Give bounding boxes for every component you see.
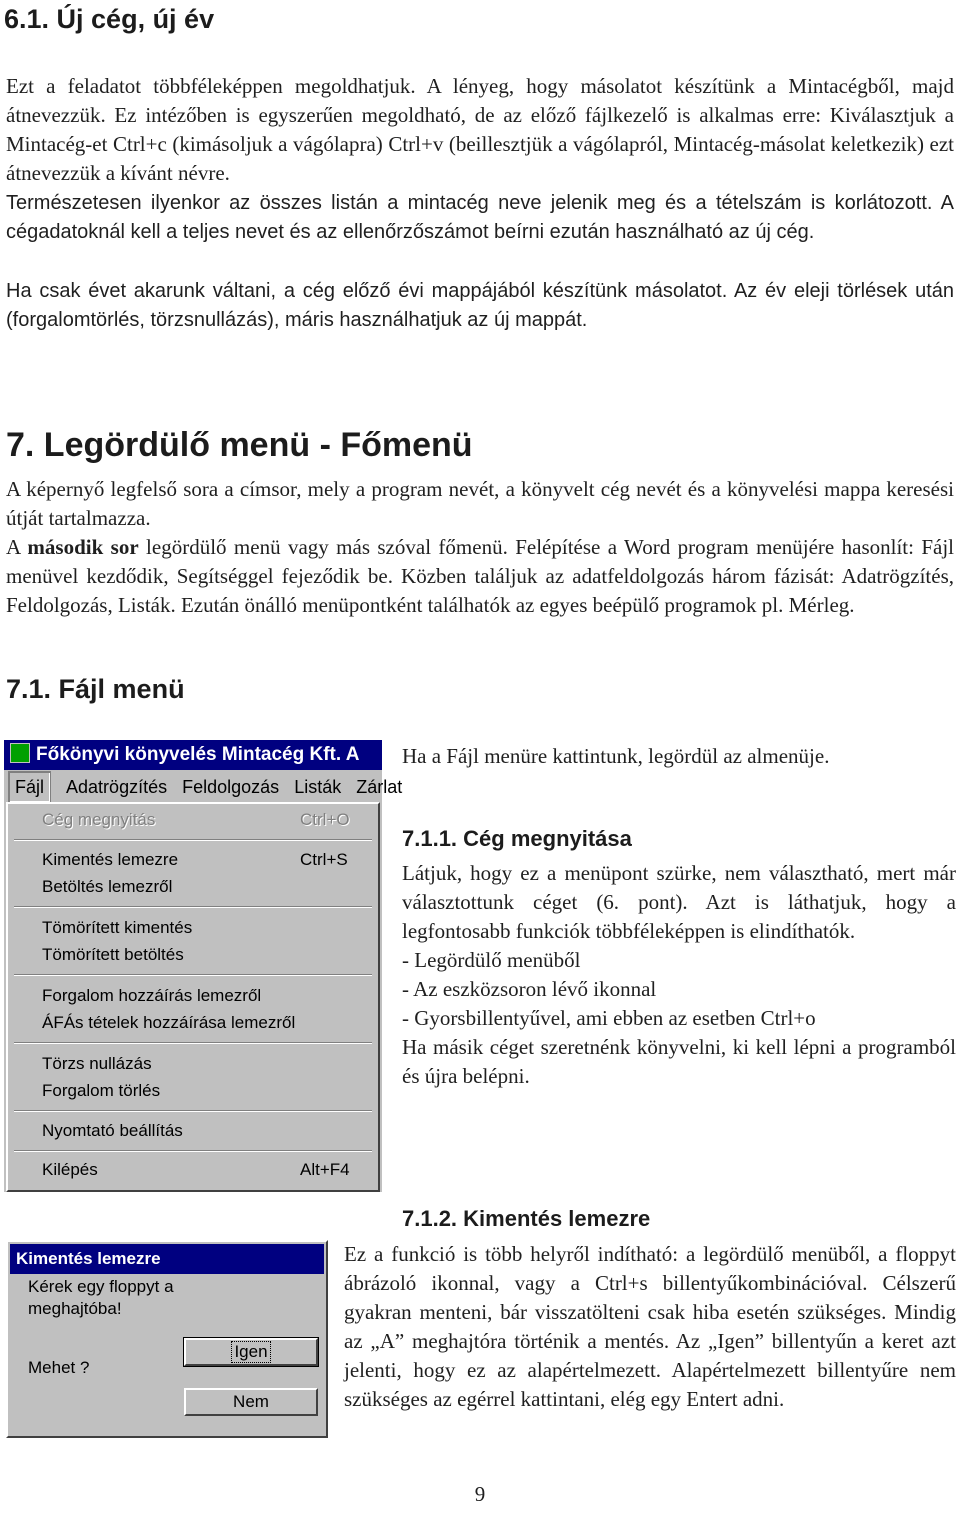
menu-lists[interactable]: Listák [294, 777, 342, 797]
section-6-1-body-2 [6, 189, 954, 247]
shortcut-ctrl-s: Ctrl+S [300, 850, 348, 869]
paragraph: Ha másik céget szeretnénk könyvelni, ki kell lépni a programból és újra belépni. [402, 1035, 956, 1088]
dialog-message-line: meghajtóba! [28, 1299, 122, 1318]
dialog-message-line: Kérek egy floppyt a [28, 1277, 174, 1296]
list-item: - Az eszközsoron lévő ikonnal [402, 977, 657, 1001]
no-button-label: Nem [233, 1392, 269, 1411]
heading-7: 7. Legördülő menü - Főmenü [6, 426, 473, 464]
heading-7-1: 7.1. Fájl menü [6, 674, 185, 704]
text: legördülő menü vagy más szóval főmenü. Felépítése a Word program menüjére hasonlít: Fájl menüvel kezdődik, Segítséggel fejeződik be. Közben találjuk az adatfeldolgozás három fázisát: Adatrögzítés, Feldolgozás, Listák. Ezután önálló menüpontként találhatók az egyes beépülő programok pl. Mérleg. [6, 535, 955, 617]
menu-separator [14, 1042, 372, 1044]
shortcut-ctrl-o: Ctrl+O [300, 810, 350, 829]
menu-separator [14, 1110, 372, 1112]
list-item: - Gyorsbillentyűvel, ami ebben az esetben Ctrl+o [402, 1006, 816, 1030]
heading-6-1: 6.1. Új cég, új év [4, 4, 215, 34]
section-7-body [6, 475, 954, 620]
section-6-1-body-3 [6, 277, 954, 335]
save-dialog-screenshot [6, 1240, 328, 1438]
menu-item-reset-master[interactable]: Törzs nullázás [42, 1054, 152, 1073]
heading-7-1-1: 7.1.1. Cég megnyitása [402, 826, 632, 851]
bold-text: második sor [27, 535, 139, 559]
menu-item-save-to-disk[interactable]: Kimentés lemezre [42, 850, 179, 869]
menu-item-printer-setup[interactable]: Nyomtató beállítás [42, 1121, 183, 1140]
menu-item-open-company[interactable]: Cég megnyitás [42, 810, 156, 829]
menu-file[interactable]: Fájl [8, 771, 51, 803]
paragraph [6, 533, 954, 620]
menu-item-append-transactions[interactable]: Forgalom hozzáírás lemezről [42, 986, 262, 1005]
paragraph: Természetesen ilyenkor az összes listán a mintacég neve jelenik meg és a tételszám is korlátozott. A cégadatoknál kell a teljes nevet és az ellenőrzőszámot beírni ezután használható az új cég. [6, 192, 954, 243]
menu-separator [14, 974, 372, 976]
file-menu-screenshot [4, 740, 403, 1192]
menu-item-compressed-save[interactable]: Tömörített kimentés [42, 918, 193, 937]
yes-button-label: Igen [231, 1341, 270, 1363]
paragraph: Látjuk, hogy ez a menüpont szürke, nem választható, mert már választottunk céget (6. pont). Azt is láthatjuk, hogy a legfontosabb funkciók többféleképpen is elindíthatók. [402, 861, 956, 943]
menu-item-delete-transactions[interactable]: Forgalom törlés [42, 1081, 161, 1100]
list-item: - Legördülő menüből [402, 948, 581, 972]
menu-processing[interactable]: Feldolgozás [182, 777, 280, 797]
text: A [6, 535, 28, 559]
menu-data-entry[interactable]: Adatrögzítés [66, 777, 168, 797]
menu-separator [14, 906, 372, 908]
paragraph: A képernyő legfelső sora a címsor, mely a program nevét, a könyvelt cég nevét és a könyvelési mappa keresési útját tartalmazza. [6, 477, 954, 530]
yes-button[interactable] [184, 1338, 318, 1366]
menu-closing[interactable]: Zárlat [356, 777, 403, 797]
section-7-1-2-body [344, 1240, 956, 1414]
dialog-titlebar: Kimentés lemezre [10, 1244, 324, 1274]
heading-7-1-2: 7.1.2. Kimentés lemezre [402, 1206, 651, 1231]
file-menu-intro: Ha a Fájl menüre kattintunk, legördül az almenüje. [402, 744, 830, 768]
menu-item-load-from-disk[interactable]: Betöltés lemezről [42, 877, 173, 896]
page-number: 9 [474, 1482, 486, 1506]
paragraph: Ha csak évet akarunk váltani, a cég előző évi mappájából készítünk másolatot. Az év eleji törlések után (forgalomtörlés, törzsnullázás), máris használhatjuk az új mappát. [6, 280, 954, 331]
dialog-question: Mehet ? [28, 1358, 90, 1377]
menu-bar [4, 771, 403, 801]
section-7-1-1-body [402, 859, 956, 1091]
menu-item-compressed-load[interactable]: Tömörített betöltés [42, 945, 184, 964]
window-titlebar [4, 740, 382, 770]
paragraph: Ezt a feladatot többféleképpen megoldhatjuk. A lényeg, hogy másolatot készítünk a Mintacégből, majd átnevezzük. Ez intézőben is egyszerűen megoldható, de az előző fájlkezelő is alkalmas erre: Kiválasztjuk a Mintacég-et Ctrl+c (kimásoljuk a vágólapra) Ctrl+v (beillesztjük a vágólapról, Mintacég-másolat keletkezik) ezt átnevezzük a kívánt névre. [6, 74, 954, 185]
menu-separator [14, 1150, 372, 1152]
paragraph: Ez a funkció is több helyről indítható: a legördülő menüből, a floppyt ábrázoló ikonnal, vagy a Ctrl+s billentyűkombinációval. Célszerű gyakran menteni, bár visszatölteni csak hiba esetén szükséges. Mindig az „A” meghajtóra történik a mentés. Az „Igen” billentyűn a keret azt jelenti, hogy ez az alapértelmezett. Alapértelmezett billentyűre nem szükséges az egérrel kattintani, elég egy Entert adni. [344, 1242, 956, 1411]
shortcut-alt-f4: Alt+F4 [300, 1160, 350, 1179]
menu-item-append-vat-items[interactable]: ÁFÁs tételek hozzáírása lemezről [42, 1013, 296, 1032]
no-button[interactable] [184, 1388, 318, 1416]
section-6-1-body [6, 72, 954, 188]
dialog-message [28, 1276, 174, 1320]
window-title: Főkönyvi könyvelés Mintacég Kft. A [36, 744, 360, 765]
menu-separator [14, 839, 372, 841]
file-dropdown [6, 802, 380, 1192]
menu-item-exit[interactable]: Kilépés [42, 1160, 98, 1179]
app-icon [10, 743, 30, 763]
